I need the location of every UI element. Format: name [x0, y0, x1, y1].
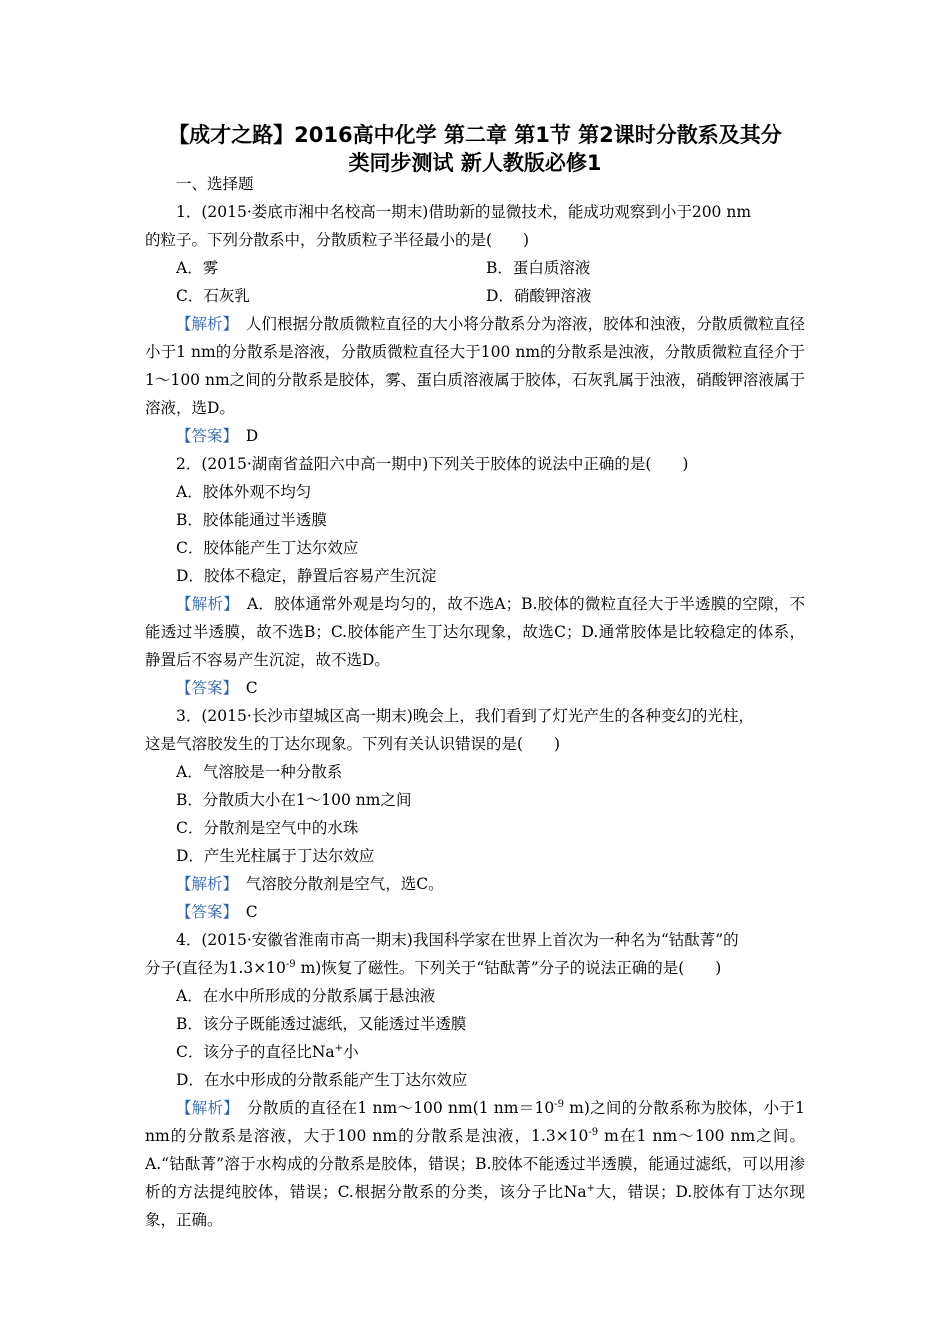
question-1-option-c: C．石灰乳	[176, 287, 250, 305]
question-4-analysis-part-1: 分散质的直径在1 nm～100 nm(1 nm＝10	[247, 1099, 555, 1117]
question-4-option-c-part-2: 小	[343, 1043, 359, 1061]
question-1-analysis	[145, 310, 805, 422]
question-3-analysis-text: 气溶胶分散剂是空气，选C。	[245, 875, 444, 893]
question-2-stem: 2．(2015·湖南省益阳六中高一期中)下列关于胶体的说法中正确的是( )	[176, 455, 689, 473]
answer-tag: 【答案】	[176, 903, 231, 921]
question-1-analysis-text: 人们根据分散质微粒直径的大小将分散系分为溶液，胶体和浊液，分散质微粒直径小于1 nm的分散系是溶液，分散质微粒直径大于100 nm的分散系是浊液，分散质微粒直径介于1～100 nm之间的分散系是胶体，雾、蛋白质溶液属于胶体，石灰乳属于浊液，硝酸钾溶液属于溶液，选D。	[145, 315, 805, 417]
question-3-answer-value: C	[245, 903, 258, 921]
question-1-options-row-2	[145, 282, 805, 310]
question-2-option-c: C．胶体能产生丁达尔效应	[176, 539, 359, 557]
question-2	[145, 450, 805, 702]
question-1-stem-line-1: 1．(2015·娄底市湘中名校高一期末)借助新的显微技术，能成功观察到小于200 nm	[176, 203, 752, 221]
question-3-stem-line-2: 这是气溶胶发生的丁达尔现象。下列有关认识错误的是( )	[145, 735, 561, 753]
question-4-analysis-part-2: m)之间的分散系称为胶体，小于1 nm的分散系是溶液，大于100 nm的分散系是浊液，1.3×10	[145, 1099, 805, 1145]
question-4-analysis-part-3: m在1 nm～100 nm之间。A.“钴酞菁”溶于水构成的分散系是胶体，错误；B.胶体不能透过半透膜，能通过滤纸，可以用渗析的方法提纯胶体，错误；C.根据分散系的分类，该分子比Na	[145, 1127, 805, 1201]
question-3-option-a: A．气溶胶是一种分散系	[176, 763, 343, 781]
question-3-option-b: B．分散质大小在1～100 nm之间	[176, 791, 412, 809]
question-3	[145, 702, 805, 926]
question-2-analysis	[145, 590, 805, 674]
question-4-stem-part-2: m)恢复了磁性。下列关于“钴酞菁”分子的说法正确的是( )	[295, 959, 722, 977]
question-1	[145, 198, 805, 450]
question-1-option-d: D．硝酸钾溶液	[486, 287, 592, 305]
question-3-answer	[145, 898, 805, 926]
question-1-option-a: A．雾	[176, 259, 219, 277]
question-4-analysis-superscript: +	[586, 1183, 595, 1194]
question-2-option-b: B．胶体能通过半透膜	[176, 511, 327, 529]
analysis-tag: 【解析】	[176, 595, 232, 613]
title-line-2: 类同步测试 新人教版必修1	[348, 151, 602, 175]
answer-tag: 【答案】	[176, 427, 231, 445]
question-2-analysis-text: A．胶体通常外观是均匀的，故不选A；B.胶体的微粒直径大于半透膜的空隙，不能透过半透膜，故不选B；C.胶体能产生丁达尔现象，故选C；D.通常胶体是比较稳定的体系，静置后不容易产生沉淀，故不选D。	[145, 595, 805, 669]
question-1-answer	[145, 422, 805, 450]
question-3-option-c: C．分散剂是空气中的水珠	[176, 819, 359, 837]
question-3-analysis	[145, 870, 805, 898]
question-4-stem-exponent: -9	[285, 959, 296, 970]
question-4-stem-line-1: 4．(2015·安徽省淮南市高一期末)我国科学家在世界上首次为一种名为“钴酞菁”的	[176, 931, 739, 949]
question-2-option-d: D．胶体不稳定，静置后容易产生沉淀	[176, 567, 437, 585]
question-2-answer-value: C	[245, 679, 258, 697]
title-line-1: 【成才之路】2016高中化学 第二章 第1节 第2课时分散系及其分	[168, 123, 782, 147]
section-heading: 一、选择题	[176, 175, 254, 193]
question-3-stem-line-1: 3．(2015·长沙市望城区高一期末)晚会上，我们看到了灯光产生的各种变幻的光柱，	[176, 707, 754, 725]
question-4-option-b: B．该分子既能透过滤纸，又能透过半透膜	[176, 1015, 467, 1033]
question-4-analysis-exponent-2: -9	[588, 1127, 599, 1138]
question-3-option-d: D．产生光柱属于丁达尔效应	[176, 847, 375, 865]
analysis-tag: 【解析】	[176, 315, 231, 333]
question-4-option-c	[145, 1038, 805, 1066]
question-2-option-a: A．胶体外观不均匀	[176, 483, 312, 501]
question-1-answer-value: D	[245, 427, 259, 445]
question-4-stem-part-1: 分子(直径为1.3×10	[145, 959, 286, 977]
question-4-analysis	[145, 1094, 805, 1234]
document-body	[145, 170, 805, 1234]
question-2-answer	[145, 674, 805, 702]
question-1-options-row-1	[145, 254, 805, 282]
document-title	[145, 121, 805, 177]
question-1-option-b: B．蛋白质溶液	[486, 259, 591, 277]
analysis-tag: 【解析】	[176, 875, 231, 893]
question-4-stem-line-2	[145, 954, 805, 982]
answer-tag: 【答案】	[176, 679, 231, 697]
analysis-tag: 【解析】	[176, 1099, 232, 1117]
question-4-option-c-superscript: +	[334, 1043, 344, 1054]
question-4	[145, 926, 805, 1234]
question-4-option-a: A．在水中所形成的分散系属于悬浊液	[176, 987, 436, 1005]
question-4-option-c-part-1: C．该分子的直径比Na	[176, 1043, 335, 1061]
question-1-stem-line-2: 的粒子。下列分散系中，分散质粒子半径最小的是( )	[145, 231, 530, 249]
question-4-option-d: D．在水中形成的分散系能产生丁达尔效应	[176, 1071, 468, 1089]
question-4-analysis-exponent-1: -9	[554, 1099, 564, 1110]
question-4-analysis-part-4: 大，错误；D.胶体有丁达尔现象，正确。	[145, 1183, 805, 1229]
